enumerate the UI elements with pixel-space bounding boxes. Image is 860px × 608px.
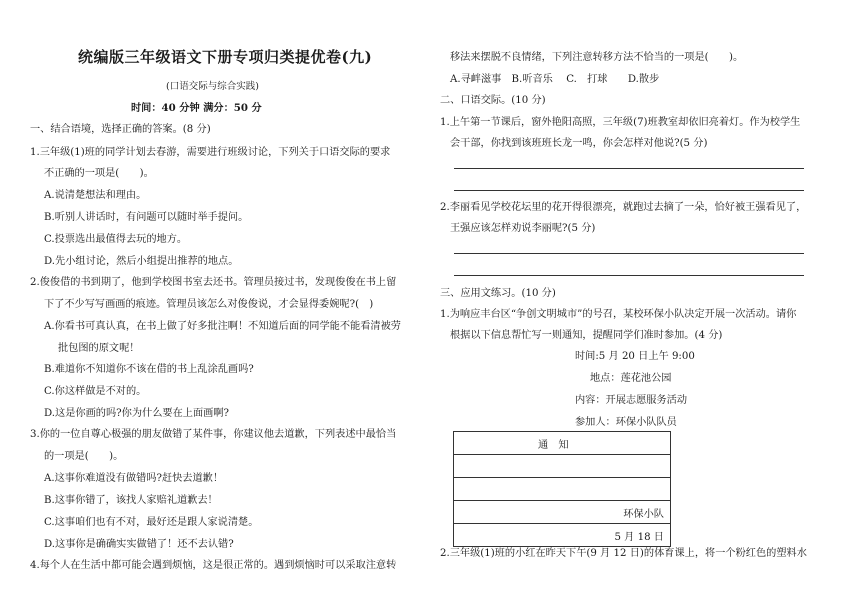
answer-line[interactable]: [454, 253, 804, 254]
answer-line[interactable]: [454, 168, 804, 169]
question-1-option-b: B.听别人讲话时，有问题可以随时举手提问。: [44, 212, 249, 223]
time-score-meta: 时间：40 分钟 满分：50 分: [131, 102, 262, 114]
question-3-option-b: B.这事你错了，该找人家赔礼道歉去！: [44, 495, 218, 506]
question-3-option-c: C.这事咱们也有不对，最好还是跟人家说清楚。: [44, 517, 259, 528]
notice-blank-row[interactable]: [454, 455, 671, 478]
question-1-line-1: 1.三年级(1)班的同学计划去春游，需要进行班级讨论，下列关于口语交际的要求: [30, 147, 391, 158]
question-3-line-1: 3.你的一位自尊心极强的朋友做错了某件事，你建议他去道歉，下列表述中最恰当: [30, 429, 397, 440]
section-1-heading: 一、结合语境，选择正确的答案。(8 分): [30, 124, 211, 135]
question-2-option-a-line-1: A.你看书可真认真，在书上做了好多批注啊！不知道后面的同学能不能看清被劳: [44, 321, 401, 332]
question-1-option-d: D.先小组讨论，然后小组提出推荐的地点。: [44, 256, 239, 267]
section-2-heading: 二、口语交际。(10 分): [440, 95, 546, 106]
info-time: 时间:5 月 20 日上午 9:00: [575, 351, 695, 362]
info-content: 内容：开展志愿服务活动: [575, 395, 688, 406]
question-2-option-a-line-2: 批包图的原文呢！: [58, 343, 140, 354]
question-1-option-a: A.说清楚想法和理由。: [44, 190, 147, 201]
question-1-option-c: C.投票选出最值得去玩的地方。: [44, 234, 188, 245]
question-4-options: A.寻衅滋事 B.听音乐 C. 打球 D.散步: [450, 74, 660, 85]
question-2-line-1: 2.俊俊借的书到期了，他到学校图书室去还书。管理员接过书，发现俊俊在书上留: [30, 277, 397, 288]
s2-question-2-line-1: 2.李丽看见学校花坛里的花开得很漂亮，就跑过去摘了一朵，恰好被王强看见了，: [440, 202, 807, 213]
page-subtitle: (口语交际与综合实践): [166, 81, 259, 92]
section-3-heading: 三、应用文练习。(10 分): [440, 288, 556, 299]
question-2-option-c: C.你这样做是不对的。: [44, 386, 147, 397]
s2-question-1-line-1: 1.上午第一节课后，窗外艳阳高照，三年级(7)班教室却依旧亮着灯。作为校学生: [440, 117, 801, 128]
question-4-line-1: 4.每个人在生活中都可能会遇到烦恼，这是很正常的。遇到烦恼时可以采取注意转: [30, 560, 397, 571]
question-4-line-2: 移法来摆脱不良情绪，下列注意转移方法不恰当的一项是( )。: [450, 52, 744, 63]
question-1-line-2: 不正确的一项是( )。: [44, 168, 154, 179]
s3-question-2-line-1: 2.三年级(1)班的小红在昨天下午(9 月 12 日)的体育课上，将一个粉红色的塑料水: [440, 548, 807, 559]
notice-heading: 通 知: [454, 432, 671, 455]
question-2-line-2: 下了不少写写画画的痕迹。管理员该怎么对俊俊说，才会显得委婉呢?( ): [44, 299, 374, 310]
s2-question-2-line-2: 王强应该怎样劝说李丽呢?(5 分): [450, 223, 596, 234]
s3-question-1-line-1: 1.为响应丰台区“争创文明城市”的号召，某校环保小队决定开展一次活动。请你: [440, 309, 797, 320]
notice-signer: 环保小队: [454, 501, 671, 524]
notice-blank-row[interactable]: [454, 478, 671, 501]
answer-line[interactable]: [454, 190, 804, 191]
info-place: 地点：莲花池公园: [590, 373, 672, 384]
notice-date: 5 月 18 日: [454, 524, 671, 547]
question-2-option-d: D.这是你画的吗?你为什么要在上面画啊?: [44, 408, 229, 419]
s3-question-1-line-2: 根据以下信息帮忙写一则通知，提醒同学们准时参加。(4 分): [450, 330, 723, 341]
question-2-option-b: B.难道你不知道你不该在借的书上乱涂乱画吗?: [44, 364, 254, 375]
s2-question-1-line-2: 会干部，你找到该班班长龙一鸣，你会怎样对他说?(5 分): [450, 138, 708, 149]
question-3-line-2: 的一项是( )。: [44, 451, 124, 462]
question-3-option-d: D.这事你是确确实实做错了！还不去认错?: [44, 539, 234, 550]
answer-line[interactable]: [454, 275, 804, 276]
info-participants: 参加人：环保小队队员: [575, 417, 677, 428]
notice-box[interactable]: [453, 431, 671, 547]
page-title: 统编版三年级语文下册专项归类提优卷(九): [78, 48, 373, 66]
question-3-option-a: A.这事你难道没有做错吗?赶快去道歉！: [44, 473, 224, 484]
